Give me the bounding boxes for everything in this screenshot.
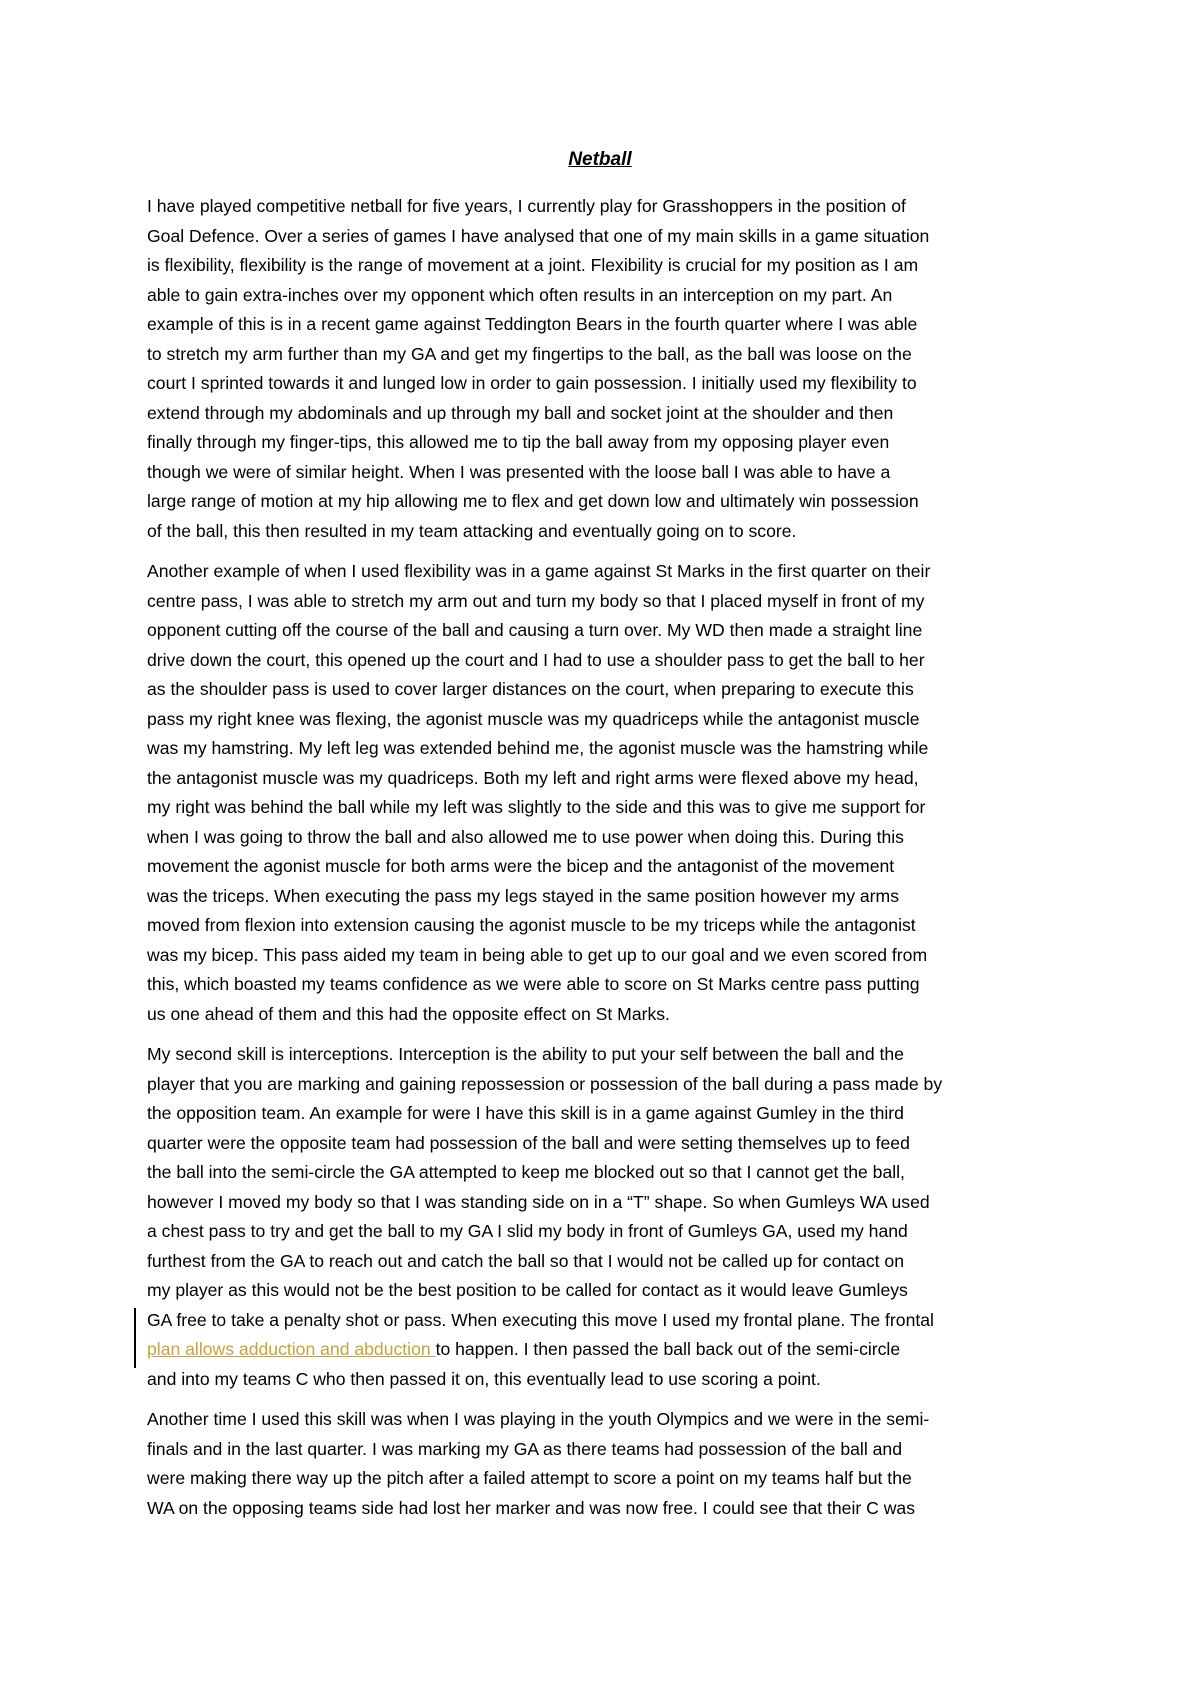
text-line: of the ball, this then resulted in my team attacking and eventually going on to score. xyxy=(147,520,797,541)
text-line: was my hamstring. My left leg was extended behind me, the agonist muscle was the hamstring while xyxy=(147,738,929,758)
text-line: as the shoulder pass is used to cover larger distances on the court, when preparing to execute this xyxy=(147,679,914,699)
paragraph-1 xyxy=(147,192,1062,546)
text-line: the ball into the semi-circle the GA attempted to keep me blocked out so that I cannot get the ball, xyxy=(147,1162,905,1182)
text-line: were making there way up the pitch after a failed attempt to score a point on my teams half but the xyxy=(147,1468,912,1488)
text-line: moved from flexion into extension causing the agonist muscle to be my triceps while the antagonist xyxy=(147,915,916,935)
text-line: the opposition team. An example for were I have this skill is in a game against Gumley in the third xyxy=(147,1103,904,1123)
text-line: a chest pass to try and get the ball to my GA I slid my body in front of Gumleys GA, used my hand xyxy=(147,1221,908,1241)
text-line: Goal Defence. Over a series of games I have analysed that one of my main skills in a game situation xyxy=(147,225,930,246)
text-line: opponent cutting off the course of the ball and causing a turn over. My WD then made a straight line xyxy=(147,620,923,640)
text-line: quarter were the opposite team had possession of the ball and were setting themselves up to feed xyxy=(147,1132,910,1153)
text-line: my right was behind the ball while my left was slightly to the side and this was to give me support for xyxy=(147,797,926,817)
tracked-change-line xyxy=(147,1335,1062,1365)
text-line: GA free to take a penalty shot or pass. When executing this move I used my frontal plane. The frontal xyxy=(147,1309,934,1330)
text-line: extend through my abdominals and up through my ball and socket joint at the shoulder and then xyxy=(147,402,894,423)
text-line: able to gain extra-inches over my opponent which often results in an interception on my part. An xyxy=(147,284,893,305)
text-line: my player as this would not be the best position to be called for contact as it would leave Gumleys xyxy=(147,1280,908,1300)
text-line: the antagonist muscle was my quadriceps. Both my left and right arms were flexed above my head, xyxy=(147,767,919,788)
text-line: large range of motion at my hip allowing me to flex and get down low and ultimately win possession xyxy=(147,491,919,511)
text-line: finally through my finger-tips, this allowed me to tip the ball away from my opposing player even xyxy=(147,432,890,452)
text-line: when I was going to throw the ball and also allowed me to use power when doing this. During this xyxy=(147,826,904,847)
text-line: is flexibility, flexibility is the range of movement at a joint. Flexibility is crucial for my position as I am xyxy=(147,255,919,275)
tracked-change-insertion: plan allows adduction and abduction xyxy=(147,1339,436,1359)
text-line: WA on the opposing teams side had lost her marker and was now free. I could see that their C was xyxy=(147,1497,916,1518)
tracked-line-rest: to happen. I then passed the ball back out of the semi-circle xyxy=(435,1339,901,1359)
text-line: was the triceps. When executing the pass my legs stayed in the same position however my arms xyxy=(147,885,899,906)
text-line: however I moved my body so that I was standing side on in a “T” shape. So when Gumleys WA used xyxy=(147,1191,930,1212)
text-line: and into my teams C who then passed it on, this eventually lead to use scoring a point. xyxy=(147,1368,821,1389)
text-line: example of this is in a recent game against Teddington Bears in the fourth quarter where I was able xyxy=(147,314,918,334)
paragraph-2 xyxy=(147,557,1062,1029)
text-line: pass my right knee was flexing, the agonist muscle was my quadriceps while the antagonist muscle xyxy=(147,708,920,729)
paragraph-4 xyxy=(147,1405,1062,1523)
text-line: drive down the court, this opened up the court and I had to use a shoulder pass to get the ball to her xyxy=(147,649,925,670)
change-bar xyxy=(134,1308,136,1368)
text-line: furthest from the GA to reach out and catch the ball so that I would not be called up for contact on xyxy=(147,1250,904,1271)
text-line: this, which boasted my teams confidence as we were able to score on St Marks centre pass putting xyxy=(147,974,920,994)
text-line: Another example of when I used flexibility was in a game against St Marks in the first quarter on their xyxy=(147,561,931,581)
text-line: I have played competitive netball for five years, I currently play for Grasshoppers in the position of xyxy=(147,196,906,216)
text-line: My second skill is interceptions. Interception is the ability to put your self between the ball and the xyxy=(147,1044,904,1064)
document-body xyxy=(147,192,1062,1534)
text-line: was my bicep. This pass aided my team in being able to get up to our goal and we even scored from xyxy=(147,944,928,965)
text-line: finals and in the last quarter. I was marking my GA as there teams had possession of the ball and xyxy=(147,1438,902,1459)
text-line: Another time I used this skill was when I was playing in the youth Olympics and we were in the semi- xyxy=(147,1409,930,1429)
text-line: though we were of similar height. When I was presented with the loose ball I was able to have a xyxy=(147,461,891,482)
document-title: Netball xyxy=(568,149,632,170)
text-line: player that you are marking and gaining repossession or possession of the ball during a pass made by xyxy=(147,1073,943,1094)
text-line: movement the agonist muscle for both arms were the bicep and the antagonist of the movement xyxy=(147,856,895,876)
text-line: court I sprinted towards it and lunged low in order to gain possession. I initially used my flexibility to xyxy=(147,373,917,393)
text-line: us one ahead of them and this had the opposite effect on St Marks. xyxy=(147,1003,670,1024)
paragraph-3 xyxy=(147,1040,1062,1394)
text-line: centre pass, I was able to stretch my arm out and turn my body so that I placed myself in front of my xyxy=(147,590,925,611)
text-line: to stretch my arm further than my GA and get my fingertips to the ball, as the ball was loose on the xyxy=(147,343,912,364)
